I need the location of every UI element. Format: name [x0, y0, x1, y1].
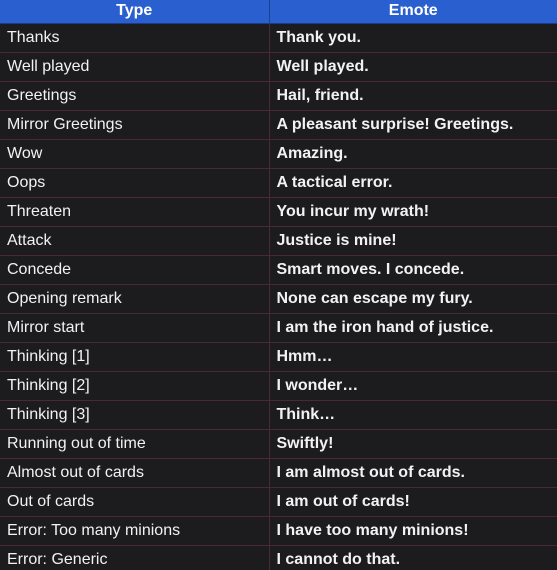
emote-cell: I am out of cards! — [269, 487, 557, 516]
type-cell: Almost out of cards — [0, 458, 269, 487]
emote-cell: I cannot do that. — [269, 545, 557, 570]
header-row — [0, 0, 557, 23]
type-cell: Out of cards — [0, 487, 269, 516]
table-row — [0, 110, 557, 139]
type-cell: Concede — [0, 255, 269, 284]
type-cell: Thinking [2] — [0, 371, 269, 400]
emote-cell: I have too many minions! — [269, 516, 557, 545]
table-header — [0, 0, 557, 23]
emote-cell: Hail, friend. — [269, 81, 557, 110]
type-cell: Error: Generic — [0, 545, 269, 570]
emote-cell: Smart moves. I concede. — [269, 255, 557, 284]
emote-cell: A pleasant surprise! Greetings. — [269, 110, 557, 139]
emote-cell: None can escape my fury. — [269, 284, 557, 313]
table-row — [0, 168, 557, 197]
table-row — [0, 429, 557, 458]
emote-cell: Amazing. — [269, 139, 557, 168]
emote-cell: You incur my wrath! — [269, 197, 557, 226]
column-header-type[interactable]: Type — [0, 0, 269, 23]
type-cell: Error: Too many minions — [0, 516, 269, 545]
emote-cell: Justice is mine! — [269, 226, 557, 255]
table-row — [0, 371, 557, 400]
table-row — [0, 516, 557, 545]
type-cell: Mirror start — [0, 313, 269, 342]
emote-cell: I wonder… — [269, 371, 557, 400]
table-row — [0, 197, 557, 226]
table-row — [0, 255, 557, 284]
table-row — [0, 23, 557, 52]
emote-cell: A tactical error. — [269, 168, 557, 197]
table-body — [0, 23, 557, 570]
type-cell: Wow — [0, 139, 269, 168]
type-cell: Thanks — [0, 23, 269, 52]
table-row — [0, 226, 557, 255]
table-row — [0, 458, 557, 487]
table-row — [0, 487, 557, 516]
table-row — [0, 52, 557, 81]
emote-cell: Think… — [269, 400, 557, 429]
type-cell: Thinking [1] — [0, 342, 269, 371]
table-row — [0, 313, 557, 342]
emote-cell: I am almost out of cards. — [269, 458, 557, 487]
emote-cell: Swiftly! — [269, 429, 557, 458]
table-row — [0, 545, 557, 570]
type-cell: Attack — [0, 226, 269, 255]
table-row — [0, 284, 557, 313]
type-cell: Opening remark — [0, 284, 269, 313]
table-row — [0, 139, 557, 168]
emote-cell: I am the iron hand of justice. — [269, 313, 557, 342]
column-header-emote[interactable]: Emote — [269, 0, 557, 23]
type-cell: Thinking [3] — [0, 400, 269, 429]
type-cell: Greetings — [0, 81, 269, 110]
type-cell: Threaten — [0, 197, 269, 226]
emote-cell: Hmm… — [269, 342, 557, 371]
table-row — [0, 81, 557, 110]
type-cell: Well played — [0, 52, 269, 81]
table-row — [0, 400, 557, 429]
emote-cell: Well played. — [269, 52, 557, 81]
emote-cell: Thank you. — [269, 23, 557, 52]
table-row — [0, 342, 557, 371]
type-cell: Mirror Greetings — [0, 110, 269, 139]
type-cell: Oops — [0, 168, 269, 197]
type-cell: Running out of time — [0, 429, 269, 458]
